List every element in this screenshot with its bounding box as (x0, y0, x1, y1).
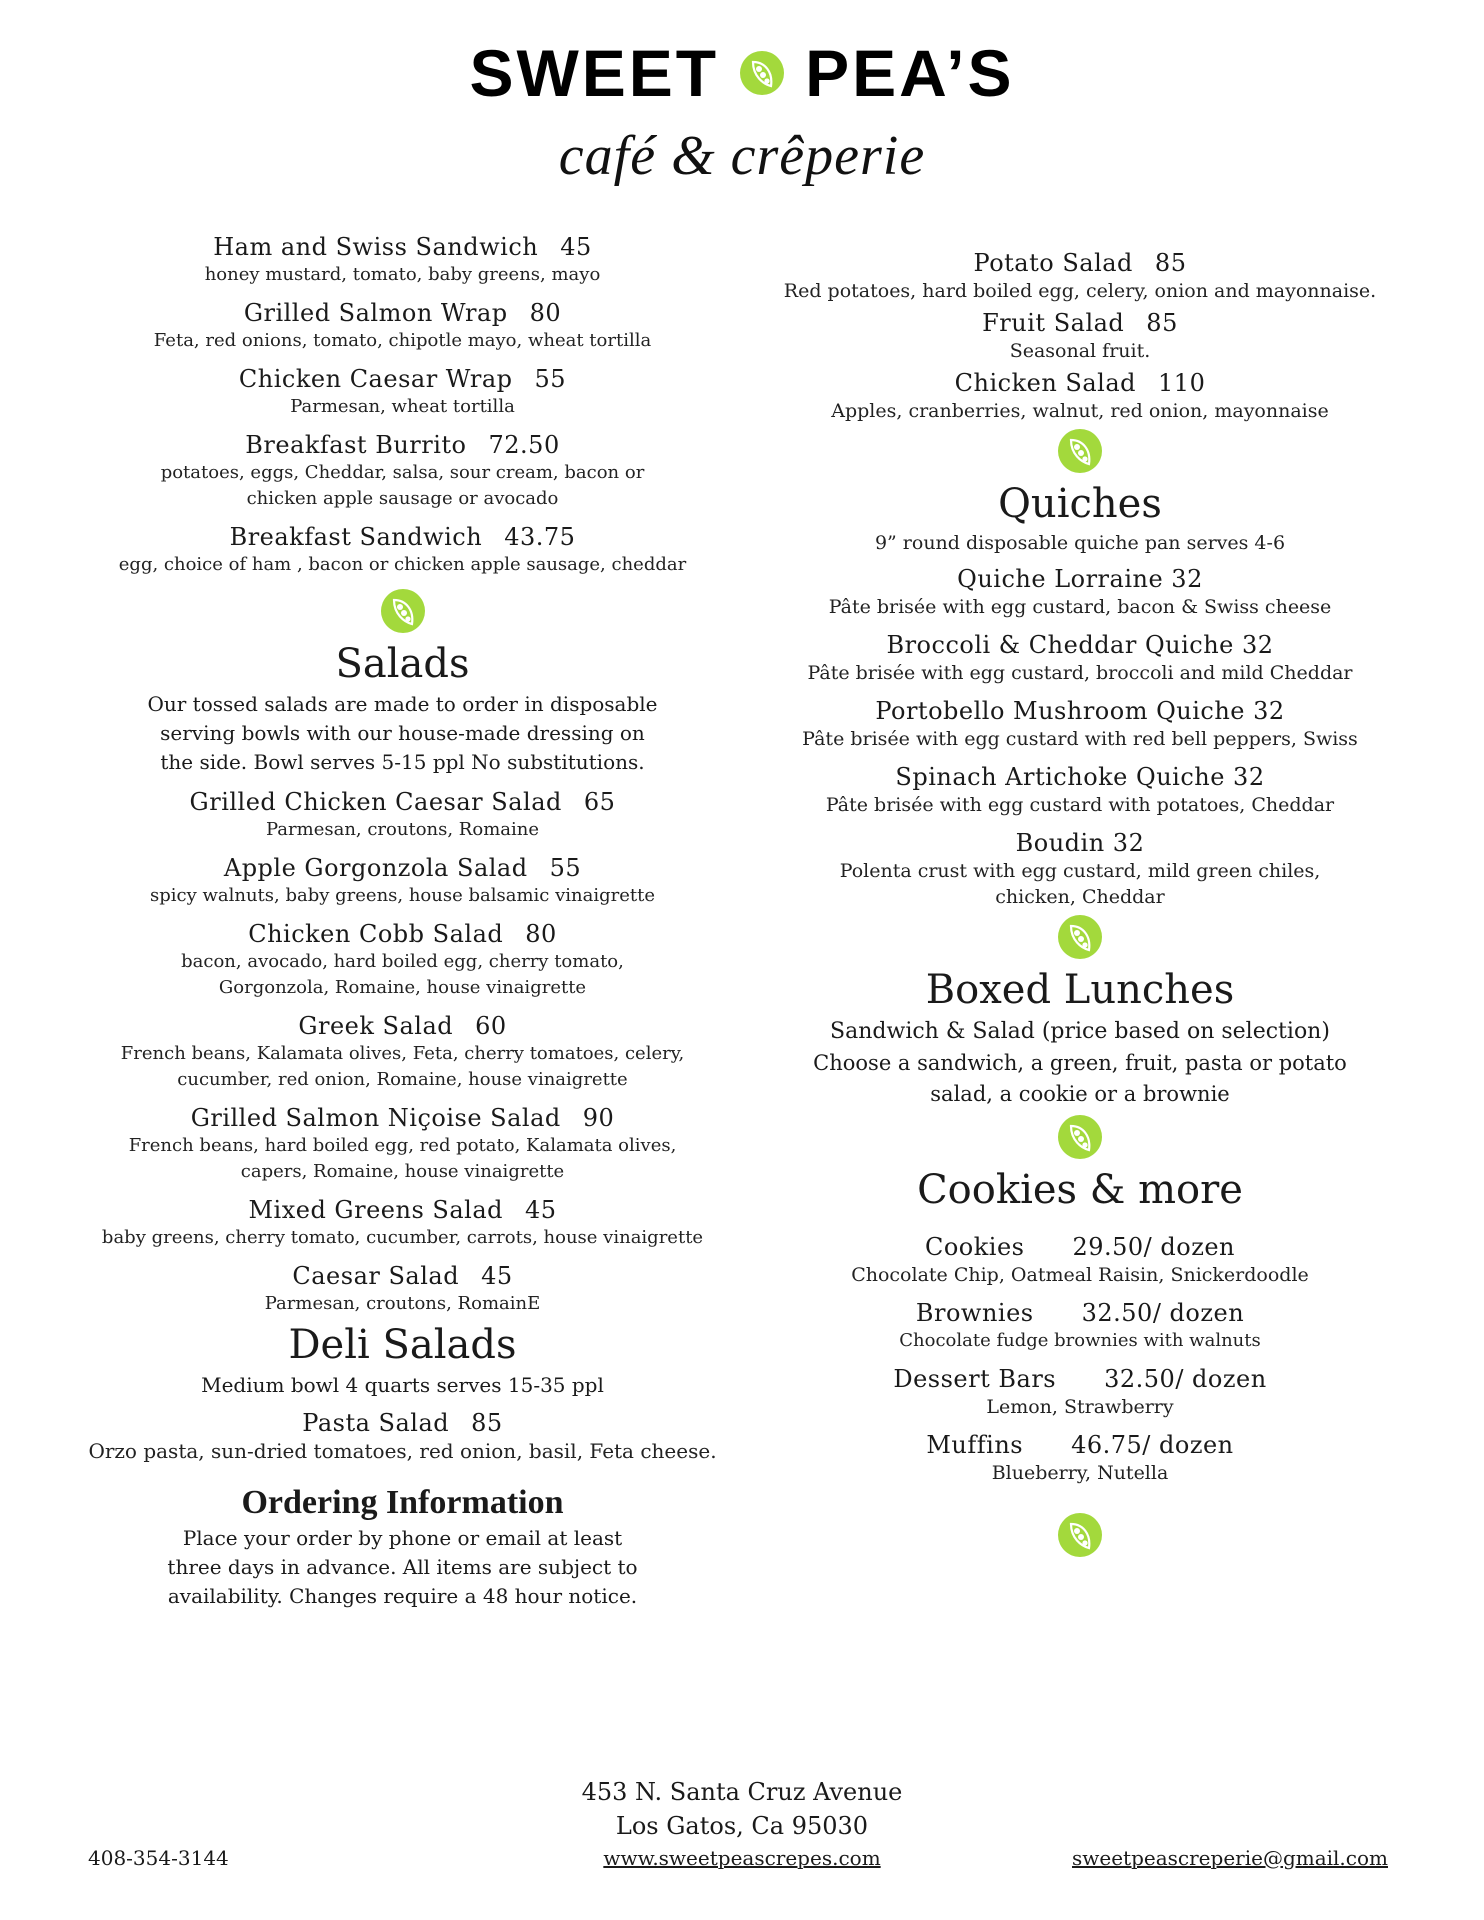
item-name: Chicken Caesar Wrap (238, 365, 513, 393)
item-price: 72.50 (488, 431, 560, 459)
menu-item (760, 308, 1400, 364)
menu-item (760, 1298, 1400, 1354)
item-desc: Seasonal fruit. (1009, 340, 1151, 362)
item-desc: egg, choice of ham , bacon or chicken apple sausage, cheddar (118, 554, 687, 575)
item-desc: Parmesan, croutons, RomainE (264, 1293, 541, 1314)
tagline: café & crêperie (558, 125, 926, 187)
menu-item (760, 564, 1400, 620)
item-desc: Orzo pasta, sun-dried tomatoes, red onion, basil, Feta cheese. (88, 1439, 717, 1463)
address-line2: Los Gatos, Ca 95030 (615, 1812, 869, 1840)
item-desc: spicy walnuts, baby greens, house balsamic vinaigrette (149, 885, 655, 906)
item-desc: Red potatoes, hard boiled egg, celery, onion and mayonnaise. (783, 280, 1377, 302)
menu-item (760, 630, 1400, 686)
item-desc: Feta, red onions, tomato, chipotle mayo, wheat tortilla (153, 330, 652, 351)
item-name: Broccoli & Cheddar Quiche 32 (886, 631, 1274, 659)
item-price: 85 (471, 1409, 503, 1437)
item-price: 43.75 (504, 523, 576, 551)
item-name: Grilled Salmon Niçoise Salad (190, 1104, 561, 1132)
pea-divider-icon (1057, 914, 1103, 960)
website-link-text[interactable]: www.sweetpeascrepes.com (603, 1846, 881, 1870)
item-price: 45 (481, 1262, 513, 1290)
item-name: Brownies (915, 1299, 1034, 1327)
item-price: 55 (549, 854, 582, 882)
menu-item (760, 762, 1400, 818)
item-name: Muffins (926, 1431, 1024, 1459)
header (0, 36, 1484, 188)
item-name: Spinach Artichoke Quiche 32 (895, 763, 1265, 791)
section-title-salads: Salads (335, 641, 470, 687)
menu-item (760, 696, 1400, 752)
item-desc: French beans, hard boiled egg, red potato, Kalamata olives, capers, Romaine, house vinaigrette (128, 1135, 677, 1182)
item-name: Ham and Swiss Sandwich (213, 233, 539, 261)
item-price: 32.50/ dozen (1104, 1365, 1267, 1393)
item-name: Boudin 32 (1015, 829, 1145, 857)
menu-item (85, 1261, 720, 1317)
item-price: 110 (1158, 369, 1206, 397)
item-name: Greek Salad (298, 1012, 454, 1040)
item-price: 55 (534, 365, 567, 393)
item-desc: Pâte brisée with egg custard with potatoes, Cheddar (825, 794, 1335, 816)
item-price: 46.75/ dozen (1071, 1431, 1234, 1459)
address (0, 1775, 1484, 1843)
menu-item (760, 828, 1400, 910)
item-desc: Chocolate fudge brownies with walnuts (899, 1330, 1261, 1351)
menu-item (85, 364, 720, 420)
section-title-deli: Deli Salads (288, 1322, 517, 1368)
ordering-text: Place your order by phone or email at least three days in advance. All items are subject to availability. Changes require a 48 hour notice. (167, 1526, 638, 1608)
item-name: Breakfast Sandwich (229, 523, 483, 551)
item-name: Pasta Salad (302, 1409, 450, 1437)
item-desc: Pâte brisée with egg custard with red bell peppers, Swiss (802, 728, 1358, 750)
menu-item (760, 368, 1400, 424)
item-name: Chicken Cobb Salad (248, 920, 504, 948)
item-desc: honey mustard, tomato, baby greens, mayo (204, 264, 601, 285)
boxed-line1: Sandwich & Salad (price based on selection) (830, 1019, 1330, 1044)
section-title-cookies: Cookies & more (917, 1167, 1243, 1213)
address-line1: 453 N. Santa Cruz Avenue (581, 1778, 903, 1806)
item-price: 32.50/ dozen (1081, 1299, 1245, 1327)
item-name: Breakfast Burrito (245, 431, 467, 459)
item-price: 85 (1154, 249, 1187, 277)
menu-item (85, 298, 720, 354)
item-desc: Blueberry, Nutella (991, 1462, 1169, 1484)
item-desc: Polenta crust with egg custard, mild green chiles, chicken, Cheddar (839, 860, 1321, 908)
item-name: Caesar Salad (292, 1262, 460, 1290)
pea-divider-icon (380, 588, 426, 634)
item-desc: Pâte brisée with egg custard, broccoli and mild Cheddar (807, 662, 1353, 684)
item-desc: Pâte brisée with egg custard, bacon & Swiss cheese (828, 596, 1332, 618)
boxed-line2: Choose a sandwich, a green, fruit, pasta or potato salad, a cookie or a brownie (813, 1051, 1347, 1106)
item-name: Potato Salad (973, 249, 1133, 277)
item-desc: bacon, avocado, hard boiled egg, cherry tomato, Gorgonzola, Romaine, house vinaigrette (181, 951, 624, 998)
item-name: Cookies (924, 1233, 1025, 1261)
item-name: Grilled Salmon Wrap (243, 299, 508, 327)
item-desc: Parmesan, croutons, Romaine (265, 819, 539, 840)
deli-subtitle: Medium bowl 4 quarts serves 15-35 ppl (201, 1373, 604, 1397)
item-name: Chicken Salad (954, 369, 1137, 397)
menu-item (85, 232, 720, 288)
pea-divider (760, 1512, 1400, 1558)
item-name: Portobello Mushroom Quiche 32 (875, 697, 1285, 725)
item-price: 60 (475, 1012, 507, 1040)
item-name: Quiche Lorraine 32 (957, 565, 1203, 593)
item-price: 80 (525, 920, 557, 948)
item-desc: Chocolate Chip, Oatmeal Raisin, Snickerdoodle (851, 1264, 1309, 1286)
menu-item (760, 1364, 1400, 1420)
item-desc: Apples, cranberries, walnut, red onion, mayonnaise (831, 400, 1329, 422)
item-price: 85 (1146, 309, 1178, 337)
pea-logo-icon (739, 50, 785, 96)
email-link[interactable]: sweetpeascreperie@gmail.com (1072, 1846, 1388, 1870)
brand-right: PEA’S (805, 36, 1015, 110)
item-name: Mixed Greens Salad (248, 1196, 503, 1224)
left-column (85, 232, 720, 1611)
item-price: 80 (529, 299, 562, 327)
pea-divider-icon (1057, 1512, 1103, 1558)
item-desc: baby greens, cherry tomato, cucumber, carrots, house vinaigrette (101, 1227, 704, 1248)
menu-item (85, 919, 720, 1001)
item-name: Fruit Salad (982, 309, 1125, 337)
item-price: 45 (524, 1196, 557, 1224)
menu-item (85, 853, 720, 909)
menu-item (85, 1103, 720, 1185)
pea-divider (760, 1114, 1400, 1160)
item-price: 45 (560, 233, 592, 261)
menu-item (85, 1011, 720, 1093)
pea-divider-icon (1057, 428, 1103, 474)
menu-item (85, 787, 720, 843)
brand-logo (0, 36, 1484, 110)
menu-item (760, 1232, 1400, 1288)
pea-divider (760, 914, 1400, 960)
item-price: 29.50/ dozen (1072, 1233, 1236, 1261)
item-desc: French beans, Kalamata olives, Feta, cherry tomatoes, celery, cucumber, red onion, Romaine, house vinaigrette (120, 1043, 685, 1090)
salads-intro: Our tossed salads are made to order in disposable serving bowls with our house-made dressing on the side. Bowl serves 5-15 ppl No substitutions. (147, 692, 658, 774)
menu-item (760, 248, 1400, 304)
menu-item (85, 1195, 720, 1251)
item-name: Dessert Bars (893, 1365, 1057, 1393)
menu-item (85, 430, 720, 512)
menu-item (760, 1430, 1400, 1486)
quiches-subtitle: 9” round disposable quiche pan serves 4-6 (874, 532, 1286, 554)
brand-left: SWEET (469, 36, 720, 110)
phone-number: 408-354-3144 (88, 1846, 229, 1870)
right-column (760, 248, 1400, 1564)
item-name: Apple Gorgonzola Salad (223, 854, 528, 882)
pea-divider (760, 428, 1400, 474)
ordering-title: Ordering Information (241, 1484, 564, 1521)
menu-item (85, 522, 720, 578)
menu-item (85, 1408, 720, 1464)
item-desc: Lemon, Strawberry (986, 1396, 1174, 1418)
item-desc: potatoes, eggs, Cheddar, salsa, sour cream, bacon or chicken apple sausage or avocado (160, 462, 645, 509)
section-title-boxed: Boxed Lunches (925, 967, 1235, 1013)
item-name: Grilled Chicken Caesar Salad (189, 788, 562, 816)
section-title-quiches: Quiches (998, 481, 1162, 527)
item-price: 65 (583, 788, 616, 816)
pea-divider-icon (1057, 1114, 1103, 1160)
item-price: 90 (582, 1104, 615, 1132)
pea-divider (85, 588, 720, 634)
item-desc: Parmesan, wheat tortilla (290, 396, 515, 417)
